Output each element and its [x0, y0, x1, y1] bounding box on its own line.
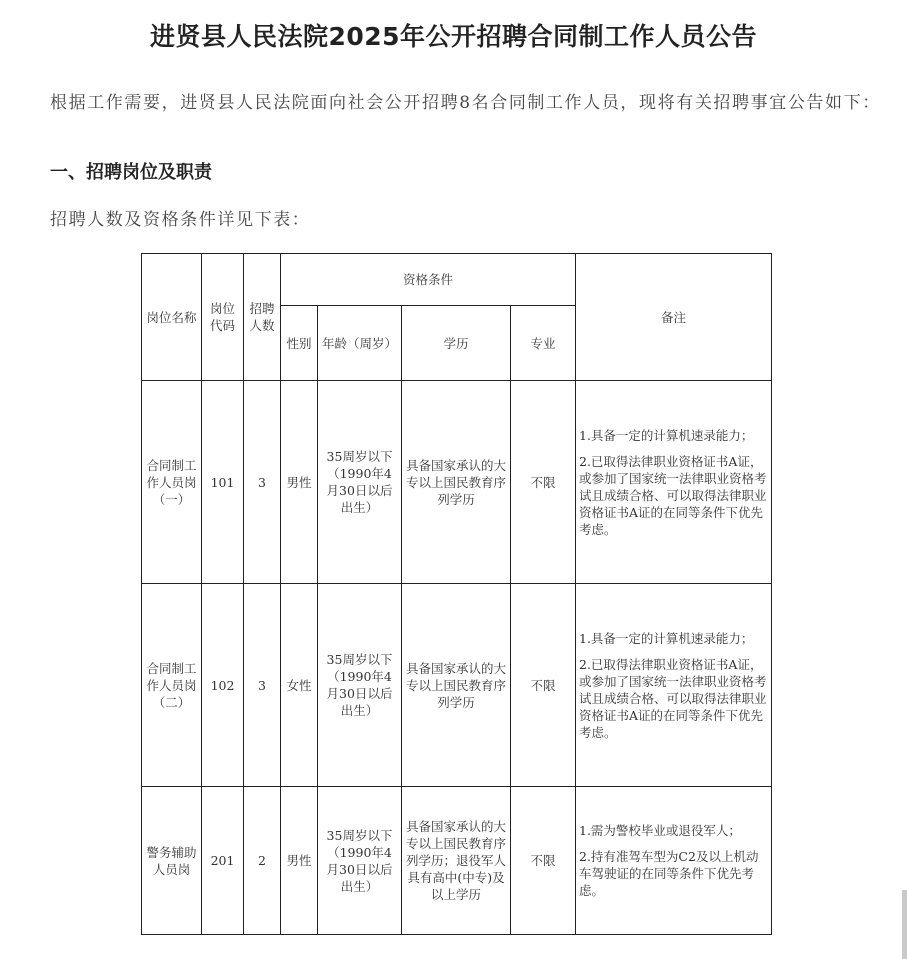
header-position-code: 岗位代码 — [202, 254, 244, 381]
remark-item: 2.已取得法律职业资格证书A证，或参加了国家统一法律职业资格考试且成绩合格、可以取得法律职业资格证书A证的在同等条件下优先考虑。 — [579, 453, 767, 537]
page-title: 进贤县人民法院2025年公开招聘合同制工作人员公告 — [149, 21, 758, 51]
header-major: 专业 — [511, 306, 576, 381]
education-cell: 具备国家承认的大专以上国民教育序列学历 — [402, 584, 511, 787]
recruitment-table — [141, 253, 772, 935]
table-row — [142, 787, 772, 935]
major-cell: 不限 — [511, 381, 576, 584]
scrollbar-thumb[interactable] — [902, 890, 907, 959]
gender-cell: 男性 — [281, 787, 318, 935]
position-name-cell: 警务辅助人员岗 — [142, 787, 202, 935]
major-cell: 不限 — [511, 787, 576, 935]
table-row — [142, 381, 772, 584]
remark-item: 1.需为警校毕业或退役军人； — [579, 823, 741, 838]
header-remarks: 备注 — [576, 254, 772, 381]
section-heading: 一、招聘岗位及职责 — [50, 162, 212, 183]
hire-count-cell: 3 — [244, 381, 281, 584]
header-position-name: 岗位名称 — [142, 254, 202, 381]
position-name-cell: 合同制工作人员岗（一） — [142, 381, 202, 584]
position-code-cell: 102 — [202, 584, 244, 787]
remarks-cell — [576, 381, 772, 584]
age-cell: 35周岁以下（1990年4月30日以后出生） — [318, 381, 402, 584]
remark-item: 2.已取得法律职业资格证书A证，或参加了国家统一法律职业资格考试且成绩合格、可以取得法律职业资格证书A证的在同等条件下优先考虑。 — [579, 656, 767, 740]
remark-item: 1.具备一定的计算机速录能力； — [579, 630, 754, 646]
table-row — [142, 584, 772, 787]
hire-count-cell: 2 — [244, 787, 281, 935]
position-code-cell: 101 — [202, 381, 244, 584]
table-intro: 招聘人数及资格条件详见下表： — [50, 210, 311, 230]
header-education: 学历 — [402, 306, 511, 381]
remark-item: 2.持有准驾车型为C2及以上机动车驾驶证的在同等条件下优先考虑。 — [579, 849, 759, 898]
header-age: 年龄（周岁） — [318, 306, 402, 381]
education-cell: 具备国家承认的大专以上国民教育序列学历；退役军人具有高中(中专)及以上学历 — [402, 787, 511, 935]
remarks-cell — [576, 584, 772, 787]
education-cell: 具备国家承认的大专以上国民教育序列学历 — [402, 381, 511, 584]
hire-count-cell: 3 — [244, 584, 281, 787]
position-name-cell: 合同制工作人员岗（二） — [142, 584, 202, 787]
remark-item: 1.具备一定的计算机速录能力； — [579, 427, 754, 443]
header-qualifications: 资格条件 — [281, 254, 576, 306]
major-cell: 不限 — [511, 584, 576, 787]
age-cell: 35周岁以下（1990年4月30日以后出生） — [318, 787, 402, 935]
gender-cell: 男性 — [281, 381, 318, 584]
age-cell: 35周岁以下（1990年4月30日以后出生） — [318, 584, 402, 787]
intro-paragraph: 根据工作需要，进贤县人民法院面向社会公开招聘8名合同制工作人员，现将有关招聘事宜公告如下： — [50, 93, 881, 113]
remarks-cell — [576, 787, 772, 935]
header-gender: 性别 — [281, 306, 318, 381]
header-hire-count: 招聘人数 — [244, 254, 281, 381]
position-code-cell: 201 — [202, 787, 244, 935]
gender-cell: 女性 — [281, 584, 318, 787]
header-row — [142, 254, 772, 306]
